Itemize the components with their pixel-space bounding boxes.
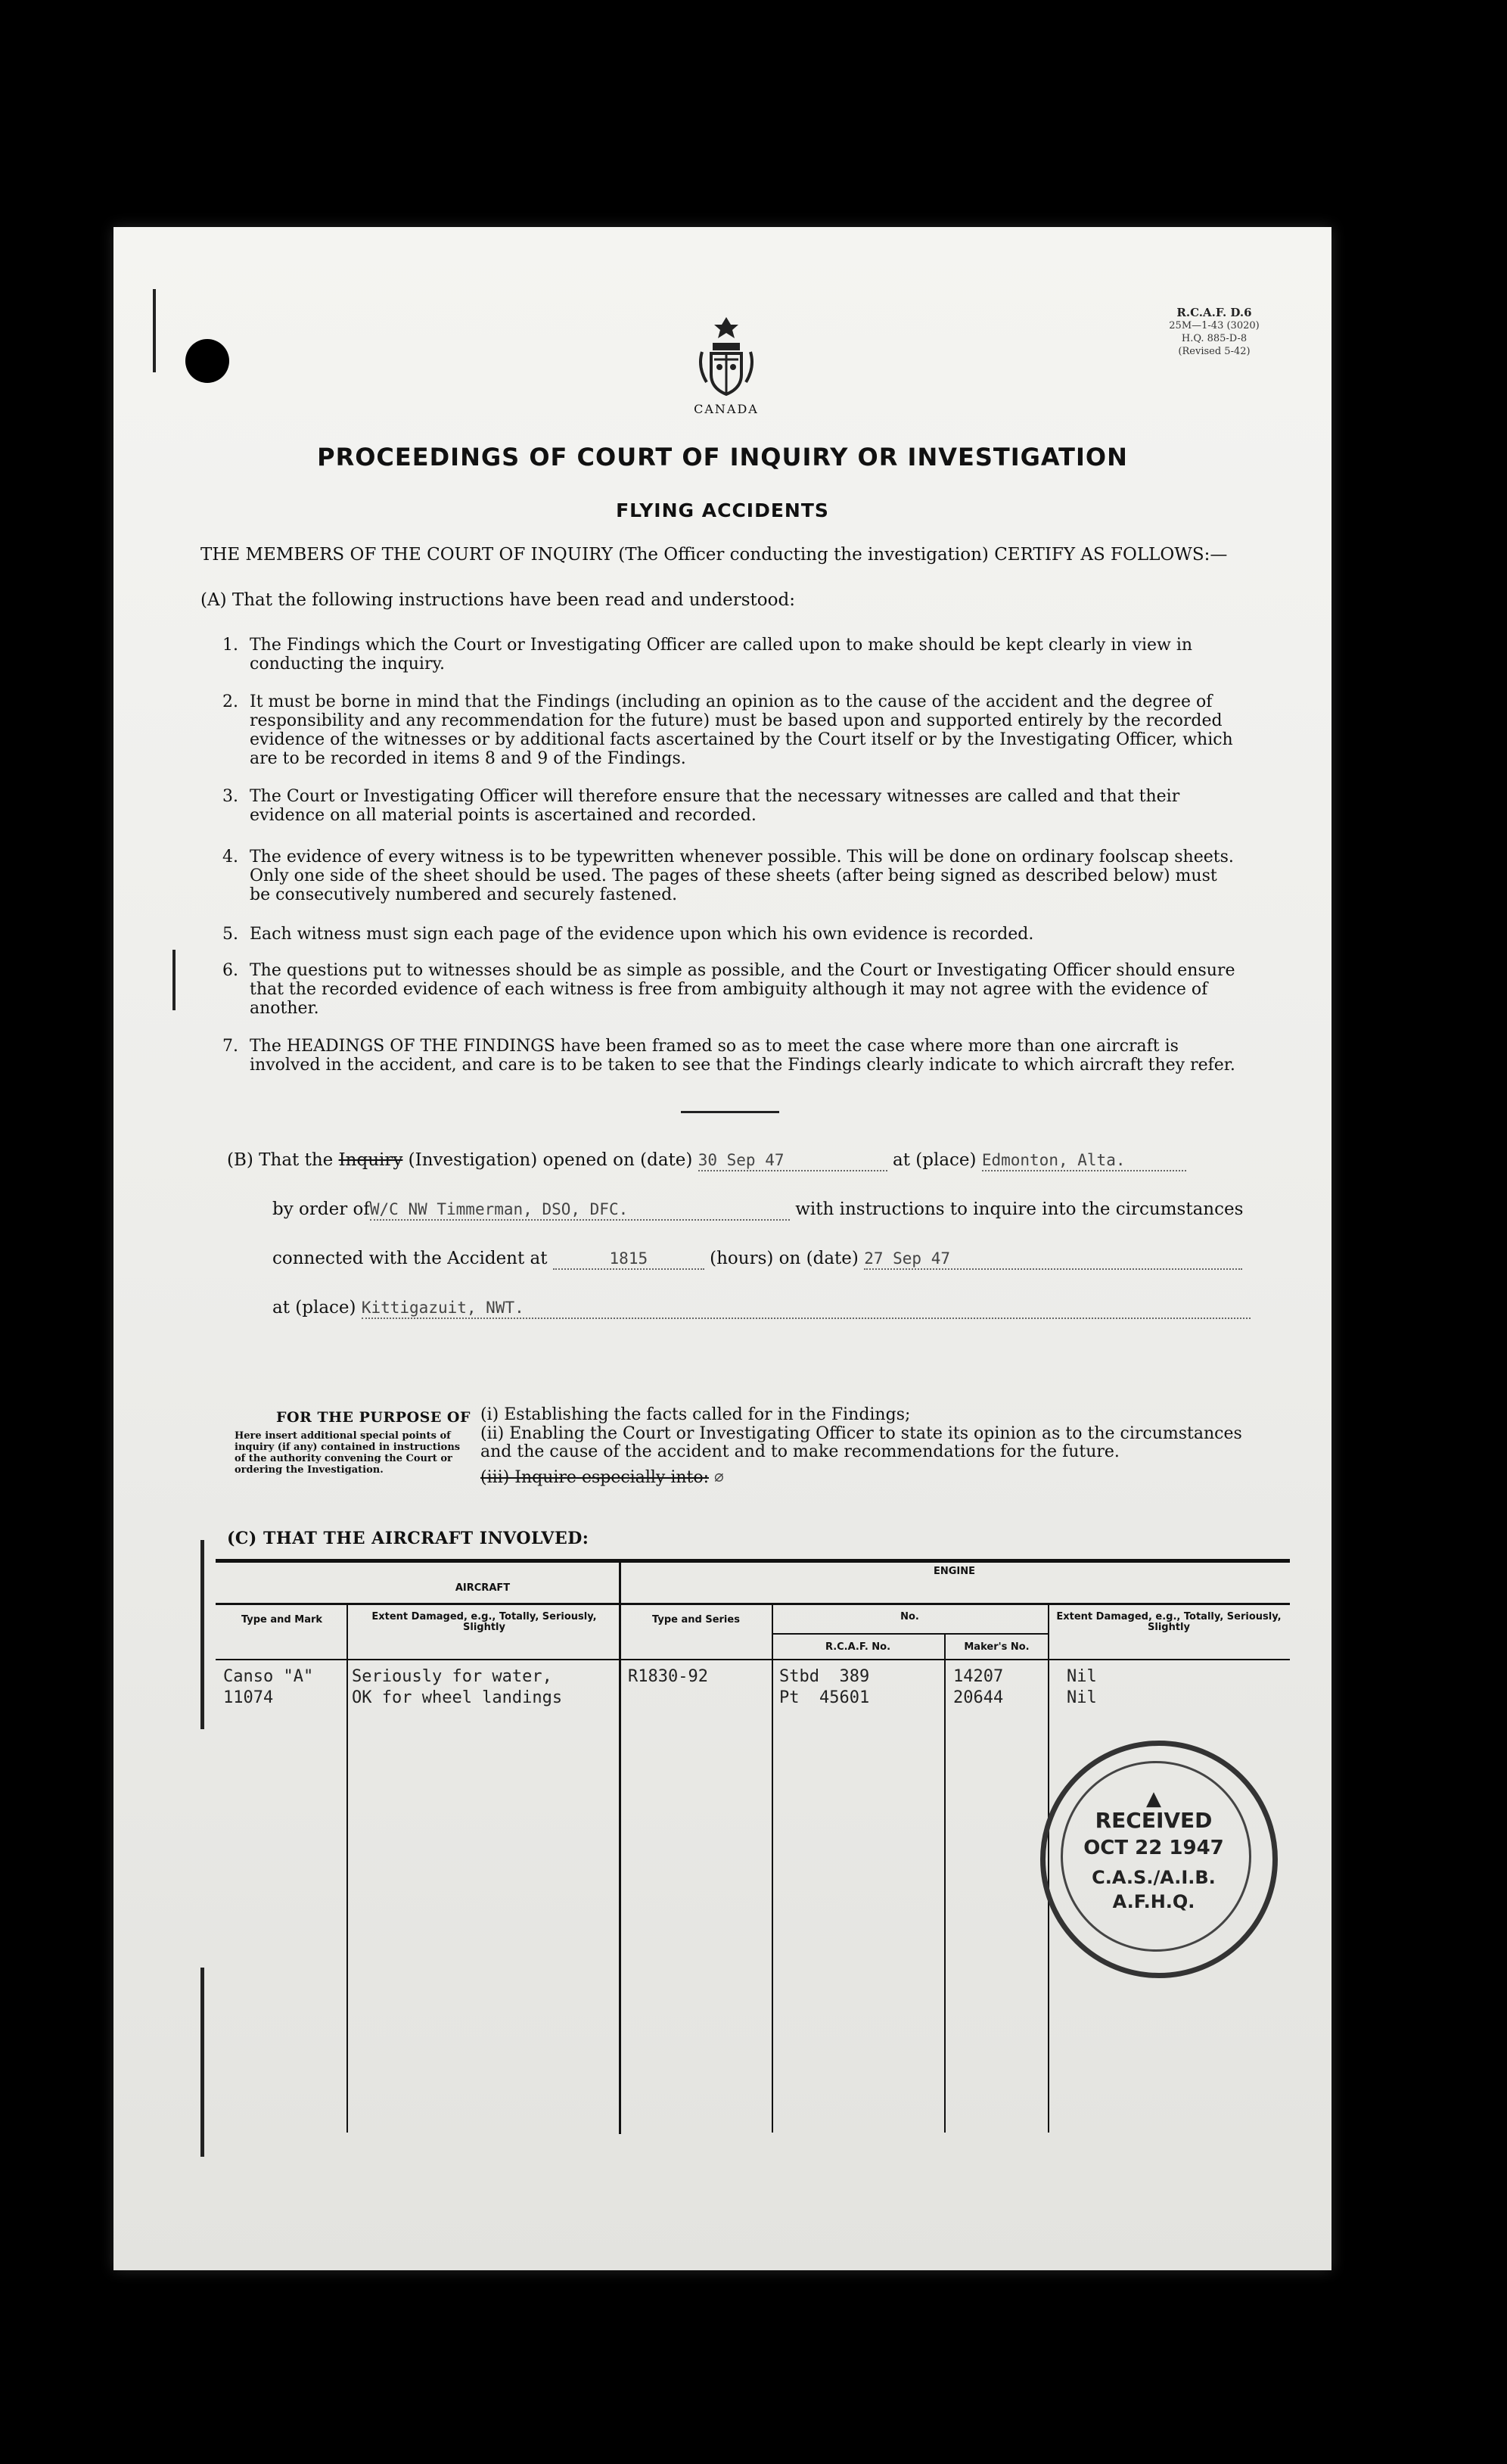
col-no: No.	[900, 1611, 919, 1622]
form-reference	[1150, 306, 1279, 358]
purpose-item: (i) Establishing the facts called for in the Findings;	[480, 1405, 911, 1424]
table-header-rule	[216, 1603, 1290, 1605]
col-type-mark: Type and Mark	[241, 1614, 323, 1626]
table-divider	[619, 1559, 621, 2134]
purpose-item: (ii) Enabling the Court or Investigating Officer to state its opinion as to the circumstances and the cause of the accident and to make recommendations for the future.	[480, 1424, 1242, 1461]
table-subheader-rule	[216, 1659, 1290, 1660]
table-cell: 20644	[953, 1688, 1004, 1707]
section-b-line-2: by order ofW/C NW Timmerman, DSO, DFC. with instructions to inquire into the circumstances	[272, 1199, 1244, 1219]
margin-mark	[200, 1968, 204, 2157]
page-title: PROCEEDINGS OF COURT OF INQUIRY OR INVESTIGATION	[317, 443, 1128, 471]
instruction-item: 3. The Court or Investigating Officer will therefore ensure that the necessary witnesses are called and that their evidence on all material points is ascertained and recorded.	[222, 787, 1180, 825]
table-cell: Pt 45601	[779, 1688, 870, 1707]
instruction-item: 6. The questions put to witnesses should be as simple as possible, and the Court or Investigating Officer should ensure that the recorded evidence of each witness is free from ambiguity although it may not agree with the evidence of another.	[222, 961, 1235, 1018]
stamp-date: OCT 22 1947	[1083, 1837, 1224, 1859]
margin-mark	[172, 950, 176, 1010]
page-subtitle: FLYING ACCIDENTS	[616, 499, 829, 521]
table-cell: 11074	[223, 1688, 274, 1707]
table-cell: Nil	[1067, 1688, 1097, 1707]
section-c-heading: (C) THAT THE AIRCRAFT INVOLVED:	[227, 1529, 589, 1548]
intro-text: THE MEMBERS OF THE COURT OF INQUIRY (The Officer conducting the investigation) CERTIFY AS FOLLOWS:—	[200, 545, 1228, 565]
col-extent-aircraft: Extent Damaged, e.g., Totally, Seriously, Slightly	[371, 1611, 597, 1633]
col-makers-no: Maker's No.	[964, 1641, 1030, 1653]
accident-time-field: 1815	[609, 1249, 648, 1268]
aircraft-header: AIRCRAFT	[455, 1582, 511, 1594]
struck-text: Inquiry	[338, 1150, 403, 1170]
accident-place-field: Kittigazuit, NWT.	[361, 1299, 524, 1317]
col-type-series: Type and Series	[652, 1614, 740, 1626]
section-a-heading: (A) That the following instructions have been read and understood:	[200, 590, 795, 610]
form-ref-line: (Revised 5-42)	[1178, 346, 1251, 357]
col-extent-engine: Extent Damaged, e.g., Totally, Seriously, Slightly	[1056, 1611, 1282, 1633]
table-cell: Canso "A"	[223, 1667, 314, 1686]
margin-mark	[153, 289, 156, 372]
form-ref-line: 25M—1-43 (3020)	[1169, 320, 1260, 331]
received-stamp	[1040, 1741, 1278, 1978]
col-rcaf-no: R.C.A.F. No.	[825, 1641, 891, 1653]
table-cell: Nil	[1067, 1667, 1097, 1686]
struck-mark: ⌀	[714, 1468, 724, 1486]
crest-label: CANADA	[694, 402, 759, 416]
stamp-received: RECEIVED	[1095, 1808, 1213, 1833]
table-cell: R1830-92	[628, 1667, 708, 1686]
table-cell: Seriously for water,	[352, 1667, 552, 1686]
section-b-line-3: connected with the Accident at 1815 (hours) on (date) 27 Sep 47	[272, 1249, 1242, 1270]
table-cell: OK for wheel landings	[352, 1688, 563, 1707]
instruction-item: 7. The HEADINGS OF THE FINDINGS have been framed so as to meet the case where more than one aircraft is involved in the accident, and care is to be taken to see that the Findings clearly indicate to which aircraft they refer.	[222, 1037, 1235, 1075]
table-top-rule	[216, 1559, 1290, 1563]
punch-hole	[185, 339, 229, 383]
ordered-by-field: W/C NW Timmerman, DSO, DFC.	[369, 1200, 629, 1218]
instruction-item: 5. Each witness must sign each page of the evidence upon which his own evidence is recorded.	[222, 925, 1034, 944]
separator-line	[681, 1111, 779, 1113]
purpose-note: Here insert additional special points of inquiry (if any) contained in instructions of the authority convening the Court or ordering the Investigation.	[235, 1430, 461, 1476]
coat-of-arms-icon	[696, 314, 757, 397]
table-no-rule	[772, 1633, 1048, 1635]
table-divider	[772, 1603, 773, 2133]
table-divider	[944, 1633, 946, 2133]
purpose-heading: FOR THE PURPOSE OF	[276, 1409, 471, 1426]
date-opened-field: 30 Sep 47	[698, 1151, 785, 1169]
margin-mark	[200, 1540, 204, 1729]
table-divider	[346, 1603, 348, 2133]
document-page	[113, 227, 1331, 2270]
form-ref-line: H.Q. 885-D-8	[1181, 333, 1248, 344]
accident-date-field: 27 Sep 47	[864, 1249, 950, 1268]
purpose-item-struck: (iii) Inquire especially into: ⌀	[480, 1468, 724, 1487]
form-code: R.C.A.F. D.6	[1176, 306, 1252, 319]
table-cell: Stbd 389	[779, 1667, 870, 1686]
section-b-line-4: at (place) Kittigazuit, NWT.	[272, 1298, 1251, 1319]
stamp-office: A.F.H.Q.	[1112, 1891, 1195, 1912]
canada-crest	[688, 314, 764, 416]
instruction-item: 2. It must be borne in mind that the Findings (including an opinion as to the cause of the accident and the degree of responsibility and any recommendation for the future) must be based upon and supported entirely by the recorded evidence of the witnesses or by additional facts ascertained by the Court itself or by the Investigating Officer, which are to be recorded in items 8 and 9 of the Findings.	[222, 692, 1233, 768]
stamp-arrow-icon: ▲	[1146, 1787, 1161, 1810]
table-cell: 14207	[953, 1667, 1004, 1686]
stamp-office: C.A.S./A.I.B.	[1092, 1867, 1216, 1888]
engine-header: ENGINE	[933, 1566, 976, 1577]
instruction-item: 4. The evidence of every witness is to be typewritten whenever possible. This will be done on ordinary foolscap sheets. Only one side of the sheet should be used. The pages of these sheets (after being signed as described below) must be consecutively numbered and securely fastened.	[222, 848, 1234, 904]
section-b-line-1: (B) That the Inquiry (Investigation) opened on (date) 30 Sep 47 at (place) Edmonton, Alta.	[227, 1150, 1186, 1171]
instruction-item: 1. The Findings which the Court or Investigating Officer are called upon to make should be kept clearly in view in conducting the inquiry.	[222, 636, 1193, 674]
place-opened-field: Edmonton, Alta.	[981, 1151, 1126, 1169]
